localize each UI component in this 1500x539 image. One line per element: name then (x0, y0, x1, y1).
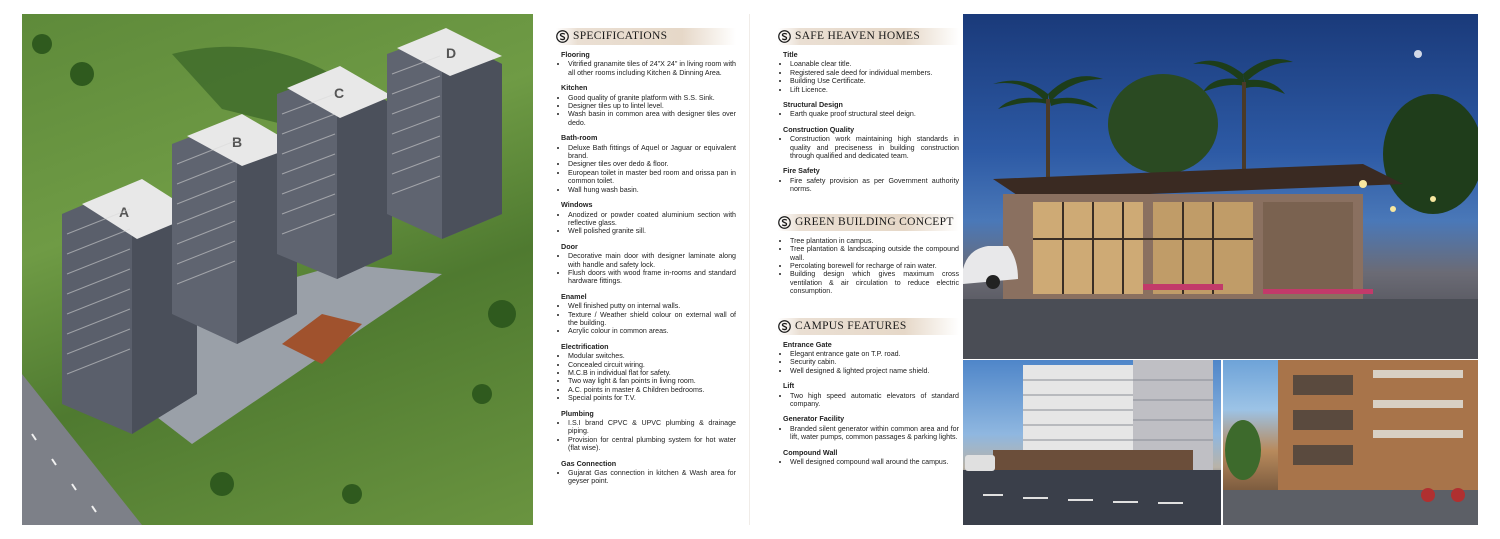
section-header (778, 28, 959, 45)
section-header (556, 28, 736, 45)
spec-group-heading: Entrance Gate (783, 339, 832, 349)
list-item: • Tree plantation & landscaping outside the compound wall. (790, 245, 959, 262)
campus-features-groups (778, 341, 959, 467)
spec-group (556, 201, 736, 236)
spec-group-heading: Flooring (561, 50, 590, 59)
green-building-section (778, 214, 959, 296)
tower-label-a: A (119, 204, 130, 220)
list-item: • Branded silent generator within common area and for lift, water pumps, common passages & parking lights. (790, 425, 959, 442)
list-item: • Designer tiles over dedo & floor. (568, 160, 736, 168)
spec-group-heading: Kitchen (561, 83, 588, 93)
section-title: SAFE HEAVEN HOMES (795, 30, 921, 43)
list-item: • Wash basin in common area with designer tiles over dedo. (568, 110, 736, 127)
list-item: • Anodized or powder coated aluminium section with reflective glass. (568, 211, 736, 228)
safe-heaven-groups (778, 51, 959, 194)
spec-group (556, 410, 736, 453)
list-item: • Deluxe Bath fittings of Aquel or Jaguar or equivalent brand. (568, 144, 736, 161)
list-item: • Acrylic colour in common areas. (568, 327, 736, 335)
list-item: • Construction work maintaining high standards in quality and preciseness in building construction through qualified and dedicated team. (790, 135, 959, 160)
spec-group (556, 134, 736, 194)
section-title: SPECIFICATIONS (573, 30, 668, 43)
spec-group-heading: Bath-room (561, 133, 598, 143)
spec-group (778, 167, 959, 193)
list-item: • Designer tiles up to lintel level. (568, 102, 736, 110)
brand-logo-icon (556, 30, 569, 43)
list-item: • Concealed circuit wiring. (568, 361, 736, 369)
spec-group-heading: Electrification (561, 341, 609, 351)
green-building-list (778, 237, 959, 296)
spec-group (556, 84, 736, 127)
list-item: • Earth quake proof structural steel deign. (790, 110, 959, 118)
spec-group (778, 449, 959, 467)
list-item: • M.C.B in individual flat for safety. (568, 369, 736, 377)
list-item: • Well designed compound wall around the campus. (790, 458, 959, 466)
aerial-render-image (22, 14, 533, 525)
campus-features-section (778, 318, 959, 467)
spec-group-heading: Windows (561, 200, 593, 210)
list-item: • Two way light & fan points in living room. (568, 377, 736, 385)
list-item: • Well designed & lighted project name shield. (790, 367, 959, 375)
list-item: • Special points for T.V. (568, 394, 736, 402)
list-item: • Registered sale deed for individual members. (790, 69, 959, 77)
spec-group (556, 343, 736, 403)
list-item: • Decorative main door with designer laminate along with handle and safety lock. (568, 252, 736, 269)
list-item: • Lift Licence. (790, 86, 959, 94)
list-item: • Wall hung wash basin. (568, 186, 736, 194)
brand-logo-icon (778, 30, 791, 43)
spec-group (778, 341, 959, 376)
spec-group-heading: Door (561, 241, 578, 251)
spec-group (778, 126, 959, 161)
list-item: • A.C. points in master & Children bedrooms. (568, 386, 736, 394)
brand-logo-icon (778, 216, 791, 229)
spec-group-heading: Construction Quality (783, 124, 855, 134)
spec-group (778, 51, 959, 94)
list-item: • Well finished putty on internal walls. (568, 302, 736, 310)
spec-group (778, 415, 959, 441)
spec-group (556, 293, 736, 336)
specifications-groups (556, 51, 736, 486)
spec-group-heading: Title (783, 50, 798, 59)
list-item: • Security cabin. (790, 358, 959, 366)
spec-group-heading: Fire Safety (783, 166, 820, 176)
list-item: • Texture / Weather shield colour on external wall of the building. (568, 311, 736, 328)
list-item: • Flush doors with wood frame in-rooms and standard hardware fittings. (568, 269, 736, 286)
building-parking-render-image (1223, 360, 1478, 525)
spec-group-heading: Structural Design (783, 100, 843, 110)
spec-group-heading: Lift (783, 381, 795, 391)
specifications-column (556, 28, 736, 502)
entrance-gate-render-image (963, 360, 1221, 525)
list-item: • Building Use Certificate. (790, 77, 959, 85)
features-column (778, 28, 959, 482)
tower-label-d: D (446, 45, 457, 61)
list-item: • Two high speed automatic elevators of standard company. (790, 392, 959, 409)
list-item: • Elegant entrance gate on T.P. road. (790, 350, 959, 358)
spec-group (556, 51, 736, 77)
spec-group (778, 382, 959, 408)
spec-group (778, 101, 959, 119)
section-header (778, 318, 959, 335)
spec-group (556, 243, 736, 286)
clubhouse-render-image (963, 14, 1478, 359)
page-fold (749, 14, 750, 525)
list-item: • Fire safety provision as per Government authority norms. (790, 177, 959, 194)
list-item: • Percolating borewell for recharge of rain water. (790, 262, 959, 270)
specifications-section (556, 28, 736, 486)
spec-group-heading: Compound Wall (783, 447, 838, 457)
spec-group-heading: Enamel (561, 291, 587, 301)
list-item: • Provision for central plumbing system for hot water (flat wise). (568, 436, 736, 453)
list-item: • European toilet in master bed room and orissa pan in common toilet. (568, 169, 736, 186)
safe-heaven-section (778, 28, 959, 194)
spec-group-heading: Generator Facility (783, 414, 845, 424)
list-item: • Tree plantation in campus. (790, 237, 959, 245)
spec-group-heading: Gas Connection (561, 458, 617, 468)
list-item: • Building design which gives maximum cross ventilation & air circulation to reduce electric consumption. (790, 270, 959, 295)
tower-label-b: B (232, 134, 243, 150)
list-item: • I.S.I brand CPVC & UPVC plumbing & drainage piping. (568, 419, 736, 436)
section-header (778, 214, 959, 231)
list-item: • Vitrified granamite tiles of 24"X 24" in living room with all other rooms including Kitchen & Dinning Area. (568, 60, 736, 77)
list-item: • Well polished granite sill. (568, 227, 736, 235)
spec-group (556, 460, 736, 486)
spec-group-heading: Plumbing (561, 408, 594, 418)
brand-logo-icon (778, 320, 791, 333)
list-item: • Loanable clear title. (790, 60, 959, 68)
list-item: • Gujarat Gas connection in kitchen & Wash area for geyser point. (568, 469, 736, 486)
list-item: • Modular switches. (568, 352, 736, 360)
section-title: CAMPUS FEATURES (795, 319, 907, 332)
tower-label-c: C (334, 85, 345, 101)
section-title: GREEN BUILDING CONCEPT (795, 215, 954, 228)
list-item: • Good quality of granite platform with S.S. Sink. (568, 94, 736, 102)
